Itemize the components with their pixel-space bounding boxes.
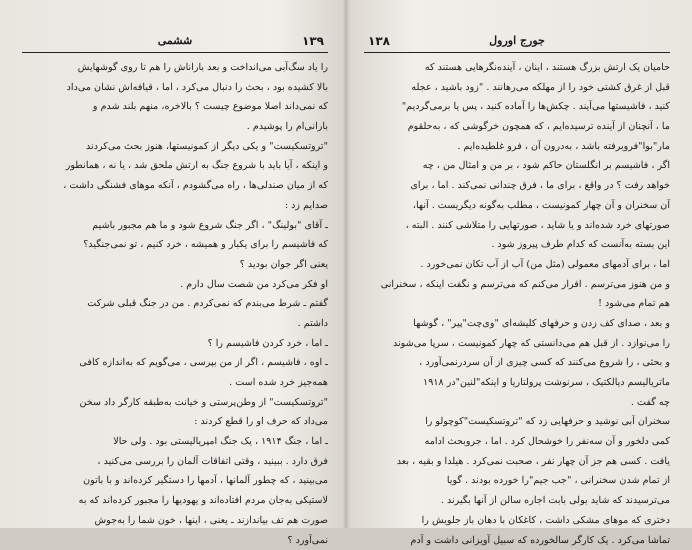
text-line: که نمی‌داند اصلا موضوع چیست ؟ بالاخره، منهم بلند شدم و xyxy=(22,97,328,117)
text-line: قبل از غرق کشتی خود را از مهلکه می‌رهانند . "زود باشید ، عجله xyxy=(364,78,670,98)
text-line: "تروتسکیست" و یکی دیگر از کمونیستها، هنوز بحث می‌کردند xyxy=(22,137,328,157)
left-page-text xyxy=(22,58,328,518)
text-line: هم تمام می‌شود ! xyxy=(364,294,670,314)
text-line: ـ اما ، خرد کردن فاشیسم را ؟ xyxy=(22,334,328,354)
text-line: او فکر می‌کرد من شصت سال دارم . xyxy=(22,275,328,295)
page-number: ۱۳۸ xyxy=(368,34,390,48)
text-line: اما ، برای آدمهای معمولی (مثل من) آب از آب تکان نمی‌خورد . xyxy=(364,255,670,275)
text-line: ماتریالیسم دیالکتیک ، سرنوشت پرولتاریا و اینکه"لنین"در ۱۹۱۸ xyxy=(364,373,670,393)
text-line: همه‌جیز خرد شده است . xyxy=(22,373,328,393)
text-line: می‌داد که حرف او را قطع کردند : xyxy=(22,412,328,432)
text-line: داشتم . xyxy=(22,314,328,334)
text-line: کمی دلخور و آن سه‌نفر را خوشحال کرد . اما ، جروبحث ادامه xyxy=(364,432,670,452)
text-line: خواهد رفت ؟ در واقع ، برای ما ، فرق چندانی نمی‌کند . اما ، برای xyxy=(364,176,670,196)
text-line: و بحثی ، را شروع می‌کنند که کسی چیزی از آن سردرنمی‌آورد ، xyxy=(364,353,670,373)
text-line: کنید ، فاشیستها می‌آیند . چکش‌ها را آماده کنید ، پس یا برمی‌گردیم" xyxy=(364,97,670,117)
text-line: ـ اما ، جنگ ۱۹۱۴ ، یک جنگ امپریالیستی بود . ولی حالا xyxy=(22,432,328,452)
text-line: نمی‌آورد ؟ xyxy=(22,531,328,550)
text-line: که از میان صندلی‌ها ، راه می‌گشودم ، آنکه موهای فشنگی داشت ، xyxy=(22,176,328,196)
text-line: اگر ، فاشیسم بر انگلستان حاکم شود ، بر من و امثال من ، چه xyxy=(364,156,670,176)
text-line: که فاشیسم را برای یکبار و همیشه ، خرد کنیم ، تو نمی‌جنگید؟ xyxy=(22,235,328,255)
text-line: می‌ترسیدند که شاید بولی بابت اجاره سالن از آنها بگیرند . xyxy=(364,491,670,511)
text-line: صدایم زد : xyxy=(22,196,328,216)
left-page xyxy=(0,0,346,528)
text-line: تماشا می‌کرد . یک کارگر سالخورده که سبیل آویزانی داشت و آدم xyxy=(364,531,670,550)
text-line: گفتم ـ شرط می‌بندم که نمی‌کردم . من در جنگ قبلی شرکت xyxy=(22,294,328,314)
text-line: صورتهای خرد شده‌اند و یا شاید ، صورتهایی را متلاشی کنند . البته ، xyxy=(364,216,670,236)
page-number: ۱۳۹ xyxy=(302,34,324,48)
text-line: و اینکه ، آیا باید با شروع جنگ به ارتش ملحق شد ، یا نه ، همانطور xyxy=(22,156,328,176)
text-line: ـ آقای "بولینگ" ، اگر جنگ شروع شود و ما هم مجبور باشیم xyxy=(22,216,328,236)
left-page-header xyxy=(22,34,328,53)
text-line: ـ اوه ، فاشیسم ، اگر از من بپرسی ، می‌گویم که به‌اندازه کافی xyxy=(22,353,328,373)
text-line: از تمام شدن سخنرانی ، "جب جیم"را خورده بودند . گویا xyxy=(364,471,670,491)
text-line: سخنران آبی نوشید و حرفهایی زد که "تروتسکیست"کوچولو را xyxy=(364,412,670,432)
text-line: یعنی اگر جوان بودید ؟ xyxy=(22,255,328,275)
text-line: بارانی‌ام را پوشیدم . xyxy=(22,117,328,137)
text-line: و من هنوز می‌ترسم . افرار می‌کنم که می‌ترسم و نگفت اینکه ، سخنرانی xyxy=(364,275,670,295)
text-line: دختری که موهای مشکی داشت ، کاغکان با دهان باز جلویش را xyxy=(364,511,670,531)
text-line: آن سخنران و آن چهار کمونیست ، مطلب به‌گونه دیگریست . آنها، xyxy=(364,196,670,216)
text-line: و بعد ، صدای کف زدن و حرفهای کلیشه‌ای "وی‌چت"پیر" ، گوشها xyxy=(364,314,670,334)
text-line: ما ، آنچنان از آینده ترسیده‌ایم ، که همچون خرگوشی که ، به‌حلقوم xyxy=(364,117,670,137)
text-line: حامیان یک ارتش بزرگ هستند ، اینان ، آینده‌نگرهایی هستند که xyxy=(364,58,670,78)
text-line: یافت . کسی هم جز آن چهار نفر ، صحبت نمی‌کرد . هیلدا و بقیه ، بعد xyxy=(364,452,670,472)
right-page-text xyxy=(364,58,670,518)
text-line: چه گفت . xyxy=(364,393,670,413)
running-title: ششمی xyxy=(22,34,328,47)
text-line: "تروتسکیست" از وطن‌پرستی و خیانت به‌طبقه کارگر داد سخن xyxy=(22,393,328,413)
text-line: را می‌نوازد . از قبل هم می‌دانستی که چهار کمونیست ، سرپا می‌شوند xyxy=(364,334,670,354)
text-line: را یاد سگ‌آبی می‌انداخت و بعد باراناش را هم تا روی گوشهایش xyxy=(22,58,328,78)
right-page-header xyxy=(364,34,670,53)
text-line: بالا کشیده بود ، بحث را دنبال می‌کرد ، اما ، قیافه‌اش نشان می‌داد xyxy=(22,78,328,98)
text-line: صورت هم تف بیاندازند ـ یعنی ، اینها ، خون شما را به‌جوش xyxy=(22,511,328,531)
text-line: لاستیکی به‌جان مردم افتاده‌اند و یهودیها را مجبور کرده‌اند که به xyxy=(22,491,328,511)
text-line: فرق دارد . ببینید ، وقتی اتفاقات آلمان را بررسی می‌کنید ، xyxy=(22,452,328,472)
running-title: جورج اورول xyxy=(364,34,670,47)
text-line: می‌بینید ، که چطور آلمانها ، آدمها را دستگیر کرده‌اند و با باتون xyxy=(22,471,328,491)
text-line: این بسته به‌آنست که کدام طرف پیروز شود . xyxy=(364,235,670,255)
right-page xyxy=(346,0,692,528)
text-line: مار"بوا"فروبرفته باشد ، به‌درون آن ، فرو غلطیده‌ایم . xyxy=(364,137,670,157)
